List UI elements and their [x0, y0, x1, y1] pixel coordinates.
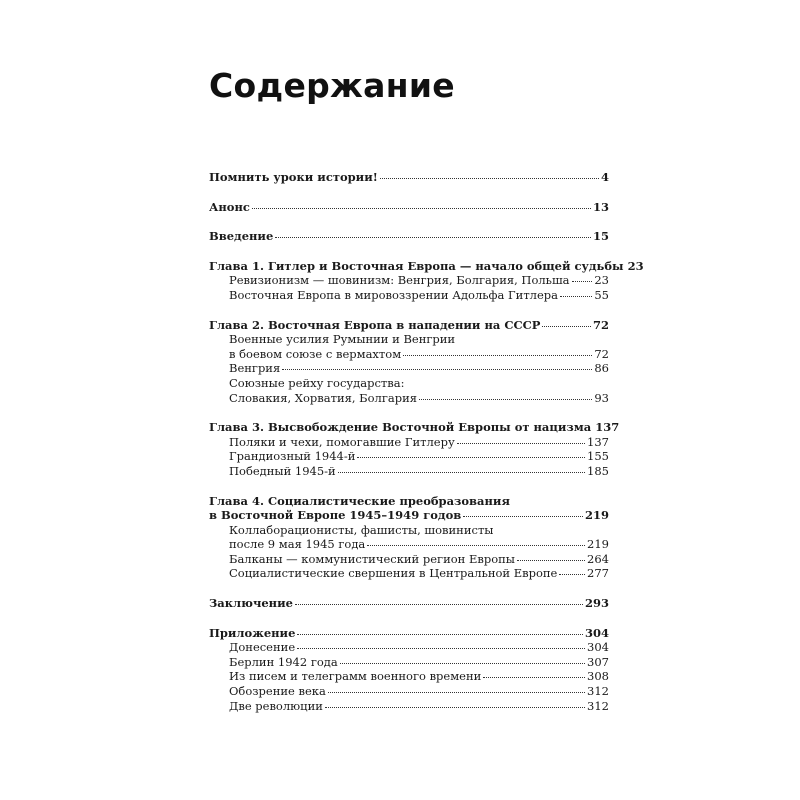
toc-section-title: Словакия, Хорватия, Болгария	[229, 390, 418, 405]
spacer	[209, 303, 609, 318]
toc-section-page: 86	[594, 361, 609, 376]
toc-section-title: Грандиозный 1944-й	[229, 449, 356, 464]
toc-section-title: Социалистические свершения в Центральной Европе	[229, 566, 558, 581]
toc-entry	[209, 229, 609, 244]
dot-leader	[419, 399, 592, 400]
dot-leader	[457, 443, 585, 444]
toc-section	[209, 449, 609, 464]
dot-leader	[252, 208, 591, 209]
dot-leader	[572, 281, 593, 282]
toc-chapter-2	[209, 318, 609, 333]
toc-appendix	[209, 626, 609, 641]
toc-chapter-title: Глава 3. Высвобождение Восточной Европы от нацизма	[209, 420, 592, 435]
toc-chapter-4	[209, 508, 609, 523]
toc-section	[209, 566, 609, 581]
toc-entry-page: 15	[592, 229, 609, 244]
toc-chapter-3	[209, 420, 620, 435]
toc-conclusion	[209, 596, 609, 611]
toc-section	[209, 361, 609, 376]
toc-section	[209, 699, 609, 714]
dot-leader	[325, 707, 585, 708]
dot-leader	[340, 663, 585, 664]
dot-leader	[542, 326, 591, 327]
toc-section-title: Восточная Европа в мировоззрении Адольфа Гитлера	[229, 287, 559, 302]
toc-entry-page: 293	[584, 596, 609, 611]
spacer	[209, 214, 609, 229]
toc-section-title: Ревизионизм — шовинизм: Венгрия, Болгария, Польша	[229, 273, 570, 288]
toc-section	[209, 669, 609, 684]
spacer	[209, 244, 609, 259]
toc-chapter-4-line: Глава 4. Социалистические преобразования	[209, 493, 510, 508]
spacer	[209, 479, 609, 494]
toc-section-page: 55	[594, 287, 609, 302]
table-of-contents	[209, 170, 644, 713]
toc-entry-title: Анонс	[209, 199, 250, 214]
toc-section-page: 23	[594, 273, 609, 288]
toc-chapter-1	[209, 258, 644, 274]
spacer	[209, 581, 609, 596]
toc-section-page: 312	[587, 684, 609, 699]
dot-leader	[559, 574, 585, 575]
toc-section-page: 307	[587, 654, 609, 669]
dot-leader	[483, 677, 585, 678]
toc-section-title: в боевом союзе с вермахтом	[229, 346, 402, 361]
toc-section-title: Берлин 1942 года	[229, 654, 338, 669]
toc-section	[209, 288, 609, 303]
dot-leader	[282, 369, 592, 370]
spacer	[209, 405, 609, 420]
toc-entry-page: 4	[600, 170, 609, 184]
toc-chapter-page: 219	[584, 508, 609, 523]
dot-leader	[403, 355, 592, 356]
toc-section	[209, 391, 609, 406]
toc-chapter-page: 137	[595, 420, 620, 435]
toc-section-page: 93	[594, 390, 609, 405]
toc-chapter-title: Глава 1. Гитлер и Восточная Европа — начало общей судьбы	[209, 258, 624, 273]
toc-section-page: 304	[587, 640, 609, 655]
toc-chapter-title: Глава 2. Восточная Европа в нападении на СССР	[209, 317, 541, 332]
toc-chapter-title: в Восточной Европе 1945–1949 годов	[209, 508, 462, 523]
toc-section	[209, 435, 609, 450]
toc-section-title: после 9 мая 1945 года	[229, 537, 366, 552]
toc-section-page: 264	[587, 551, 609, 566]
spacer	[209, 185, 609, 200]
toc-section-title: Победный 1945-й	[229, 463, 336, 478]
dot-leader	[338, 472, 585, 473]
dot-leader	[297, 634, 583, 635]
toc-section-page: 185	[587, 463, 609, 478]
dot-leader	[297, 648, 585, 649]
toc-section-title: Донесение	[229, 640, 296, 655]
toc-section-page: 312	[587, 698, 609, 713]
toc-section	[209, 684, 609, 699]
toc-section-line: Союзные рейху государства:	[229, 375, 405, 390]
toc-section	[209, 347, 609, 362]
toc-entry-title: Заключение	[209, 596, 293, 611]
dot-leader	[380, 178, 599, 179]
dot-leader	[275, 237, 591, 238]
toc-entry-title: Помнить уроки истории!	[209, 170, 378, 184]
toc-entry-page: 13	[592, 199, 609, 214]
dot-leader	[367, 545, 585, 546]
toc-section	[209, 273, 609, 288]
toc-section	[209, 537, 609, 552]
toc-section-page: 277	[587, 566, 609, 581]
toc-section-page: 308	[587, 669, 609, 684]
dot-leader	[463, 516, 583, 517]
toc-section	[209, 640, 609, 655]
toc-section-page: 219	[587, 537, 609, 552]
dot-leader	[295, 604, 583, 605]
dot-leader	[560, 296, 592, 297]
toc-section-title: Из писем и телеграмм военного времени	[229, 669, 482, 684]
toc-chapter-page: 72	[592, 317, 609, 332]
toc-section-page: 155	[587, 449, 609, 464]
toc-chapter-page: 304	[584, 625, 609, 640]
toc-entry	[209, 170, 609, 185]
toc-chapter-title: Приложение	[209, 625, 296, 640]
toc-entry-title: Введение	[209, 229, 274, 244]
toc-section-title: Поляки и чехи, помогавшие Гитлеру	[229, 434, 455, 449]
dot-leader	[357, 457, 585, 458]
toc-section	[209, 552, 609, 567]
page-title: Содержание	[209, 66, 455, 105]
toc-section	[209, 655, 609, 670]
toc-section-title: Балканы — коммунистический регион Европы	[229, 551, 515, 566]
toc-section-title: Обозрение века	[229, 684, 326, 699]
toc-entry	[209, 200, 609, 215]
toc-section	[209, 464, 609, 479]
toc-section-title: Две революции	[229, 698, 323, 713]
toc-section-page: 72	[594, 346, 609, 361]
spacer	[209, 611, 609, 626]
dot-leader	[328, 692, 585, 693]
toc-section-line: Военные усилия Румынии и Венгрии	[229, 332, 456, 347]
toc-section-title: Венгрия	[229, 361, 281, 376]
toc-section-line: Коллаборационисты, фашисты, шовинисты	[229, 522, 494, 537]
dot-leader	[517, 560, 585, 561]
toc-section-page: 137	[587, 434, 609, 449]
toc-chapter-page: 23	[627, 258, 644, 273]
